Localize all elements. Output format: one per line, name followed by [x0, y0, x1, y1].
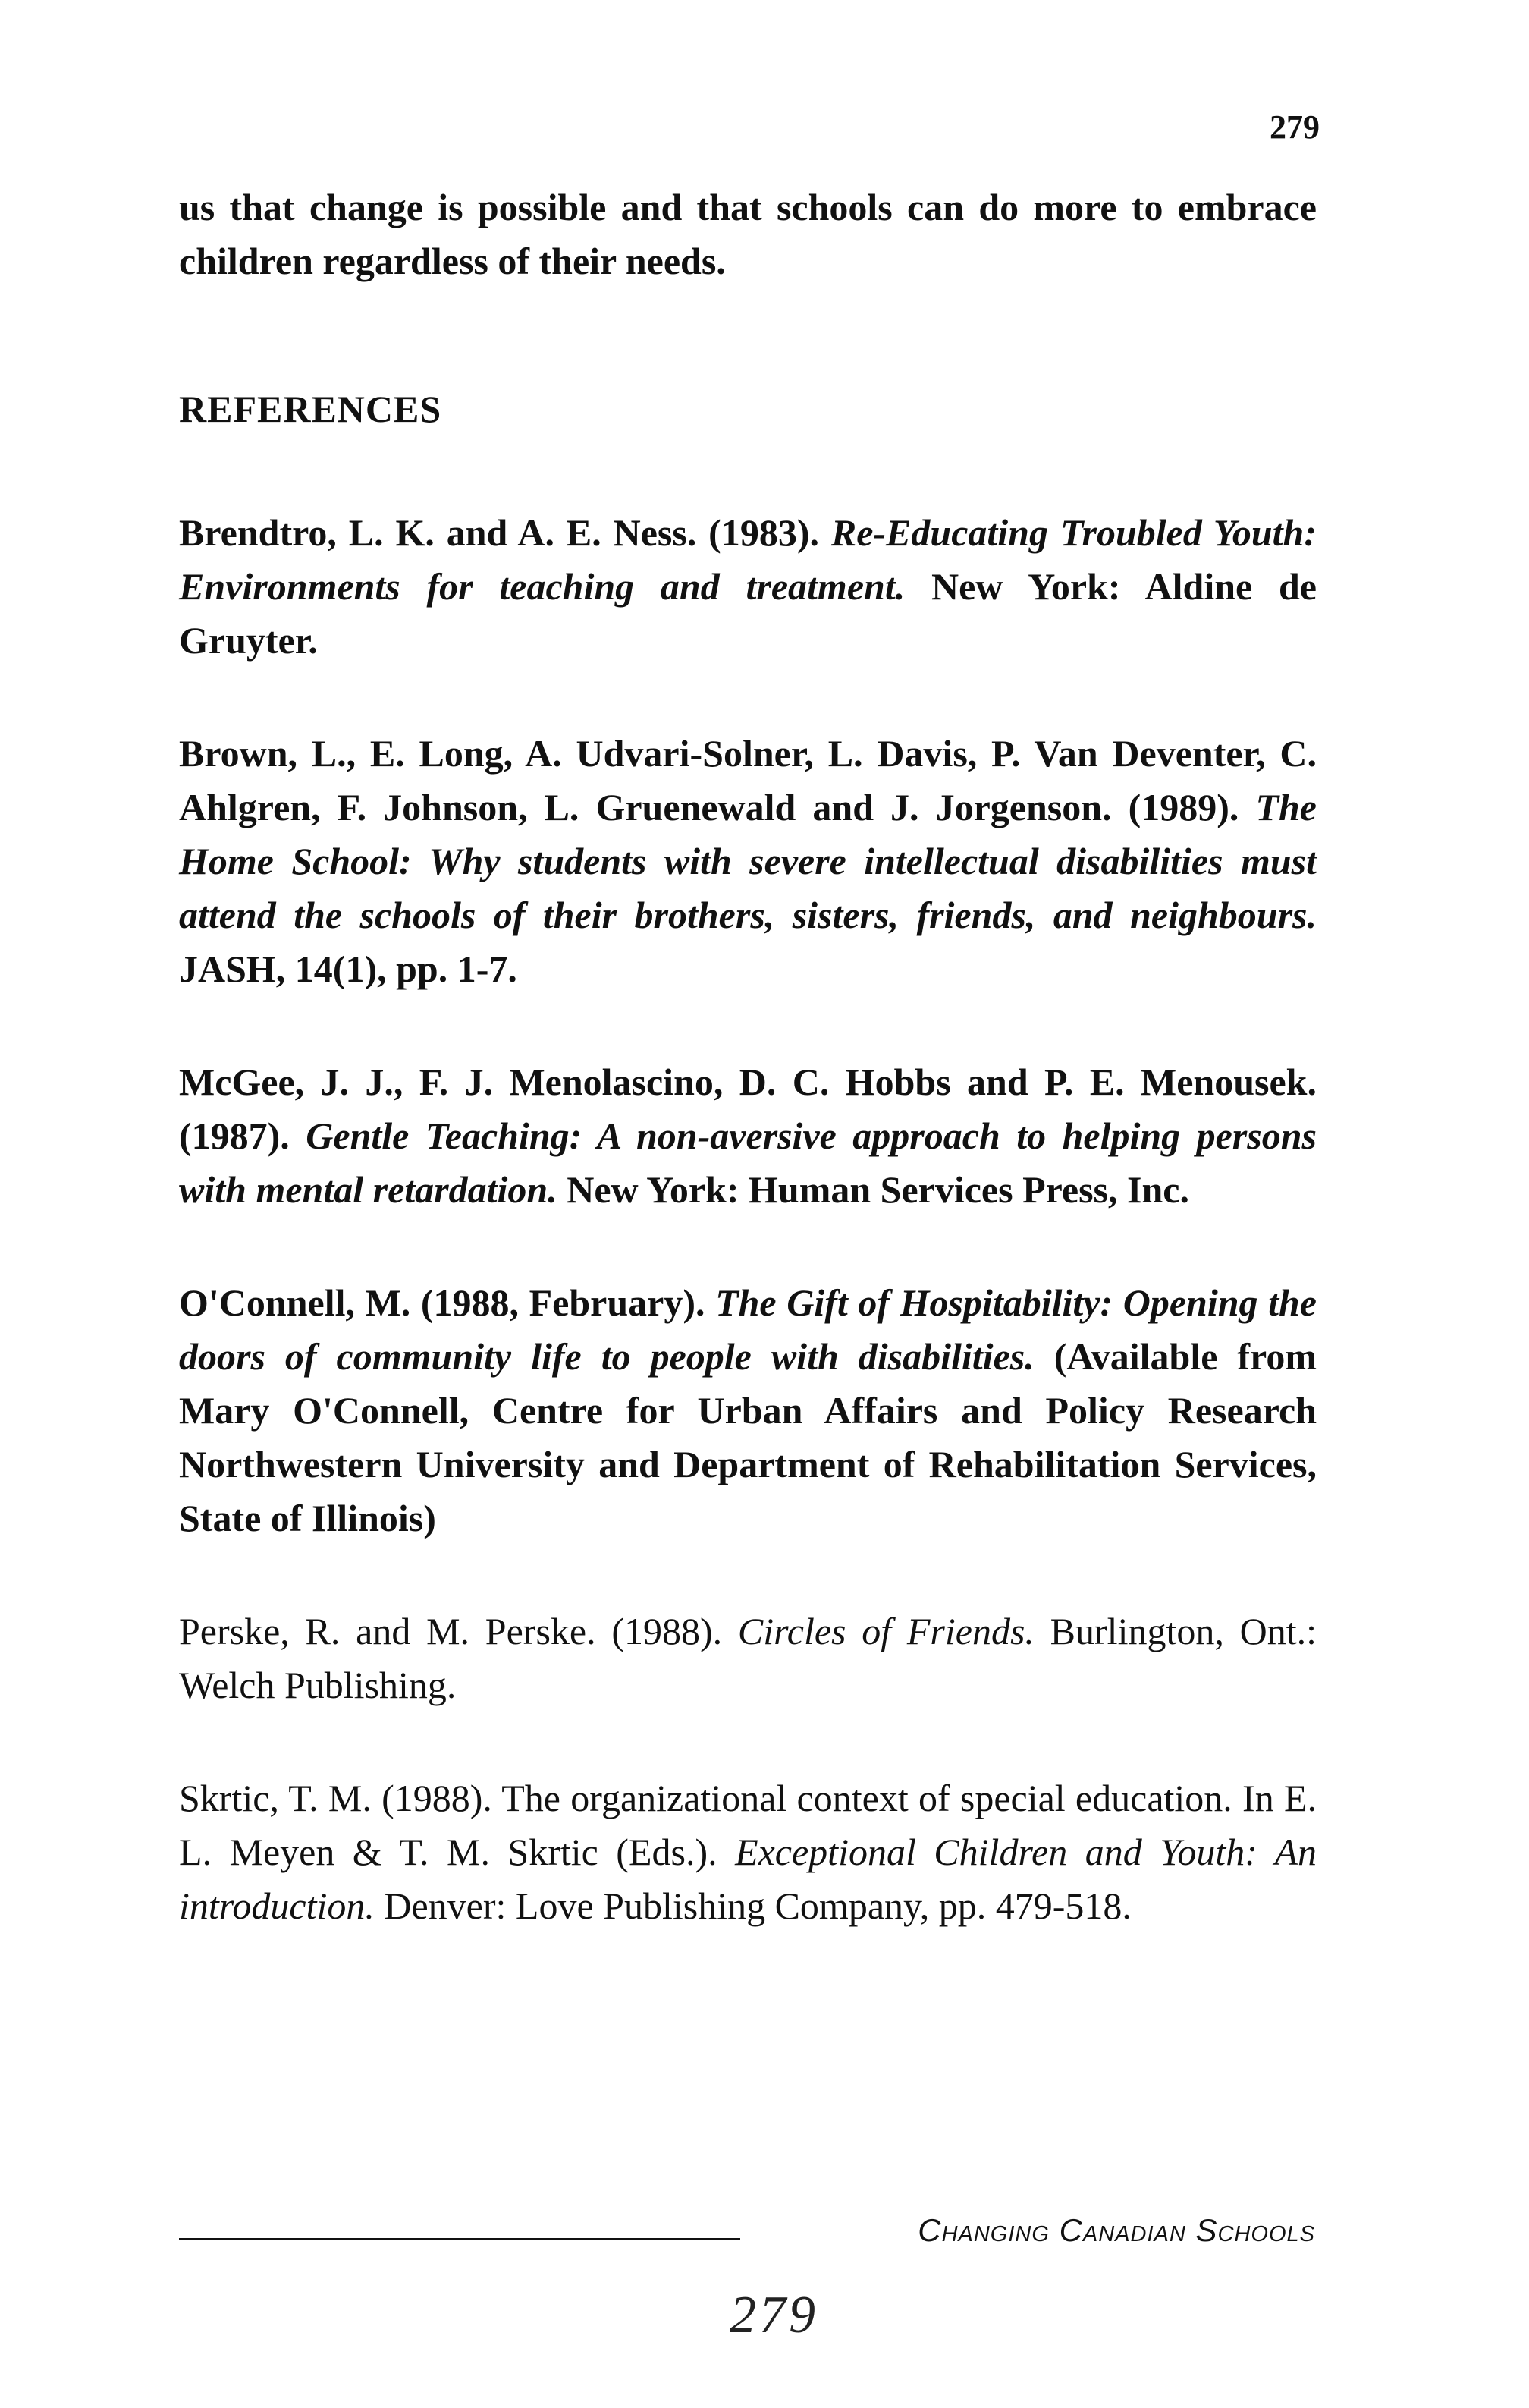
reference-title: Re-Educating Troubled Youth: Environments for teaching and treatment. [179, 511, 1317, 608]
reference-authors: McGee, J. J., F. J. Menolascino, D. C. Hobbs and P. E. Menousek. (1987). [179, 1061, 1317, 1157]
reference-title: The Gift of Hospitability: Opening the doors of community life to people with disabilities. [179, 1281, 1317, 1378]
reference-authors: Brendtro, L. K. and A. E. Ness. (1983). [179, 511, 819, 554]
reference-entry [179, 1055, 1317, 1217]
reference-authors: Skrtic, T. M. (1988). The organizational context of special education. In E. L. Meyen & T. M. Skrtic (Eds.). [179, 1777, 1317, 1873]
references-list [179, 506, 1317, 1933]
reference-title: Exceptional Children and Youth: An introduction. [179, 1831, 1317, 1927]
footer-running-title: Changing Canadian Schools [918, 2212, 1315, 2248]
reference-entry [179, 1771, 1317, 1933]
page-number-top: 279 [1270, 108, 1320, 146]
reference-publisher: Burlington, Ont.: Welch Publishing. [179, 1610, 1317, 1706]
footer-rule [179, 2238, 740, 2240]
reference-entry [179, 727, 1317, 996]
reference-authors: O'Connell, M. (1988, February). [179, 1281, 705, 1324]
reference-entry [179, 506, 1317, 668]
reference-authors: Perske, R. and M. Perske. (1988). [179, 1610, 723, 1652]
reference-authors: Brown, L., E. Long, A. Udvari-Solner, L. Davis, P. Van Deventer, C. Ahlgren, F. Johnson, L. Gruenewald and J. Jorgenson. (1989). [179, 732, 1317, 828]
reference-publisher: JASH, 14(1), pp. 1-7. [179, 948, 517, 990]
reference-publisher: Denver: Love Publishing Company, pp. 479-518. [384, 1885, 1132, 1927]
reference-title: Circles of Friends. [737, 1610, 1035, 1652]
reference-publisher: New York: Aldine de Gruyter. [179, 565, 1317, 662]
reference-publisher: (Available from Mary O'Connell, Centre for Urban Affairs and Policy Research Northwestern University and Department of Rehabilitation Services, State of Illinois) [179, 1335, 1317, 1539]
reference-title: Gentle Teaching: A non-aversive approach to helping persons with mental retardation. [179, 1114, 1317, 1211]
reference-publisher: New York: Human Services Press, Inc. [567, 1168, 1189, 1211]
reference-entry [179, 1605, 1317, 1712]
text-column [179, 181, 1317, 1992]
intro-paragraph: us that change is possible and that schools can do more to embrace children regardless of their needs. [179, 186, 1317, 282]
reference-title: The Home School: Why students with severe intellectual disabilities must attend the schools of their brothers, sisters, friends, and neighbours. [179, 786, 1317, 936]
reference-entry [179, 1276, 1317, 1545]
page-number-bottom: 279 [730, 2286, 818, 2344]
references-heading: REFERENCES [179, 388, 442, 430]
